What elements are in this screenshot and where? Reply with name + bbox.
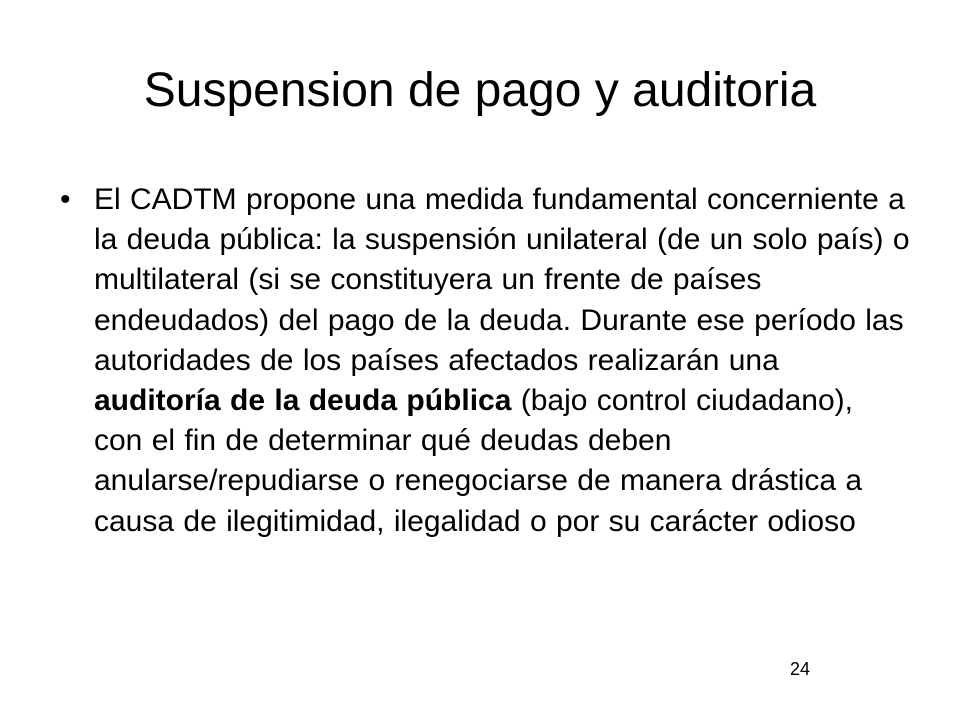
bullet-icon: •	[60, 183, 71, 216]
bullet-text-conclusion: (bajo control ciudadano), con el fin de determinar qué deudas deben anularse/repudiarse o renegociarse de manera drástica a causa de ilegitimidad, ilegalidad o por su carácter odioso	[94, 384, 863, 538]
bullet-text-intro: El CADTM propone una medida fundamental concerniente a la deuda pública: la suspensión unilateral (de un solo país) o multilateral (si se constituyera un frente de países endeudados) del pago de la deuda. Durante ese período las autoridades de los países afectados realizarán una	[94, 183, 910, 377]
slide-title: Suspension de pago y auditoria	[143, 64, 817, 117]
page-number: 24	[789, 659, 811, 679]
bullet-item	[60, 180, 910, 542]
slide-body	[60, 180, 910, 542]
bullet-text-highlight: auditoría de la deuda pública	[94, 384, 512, 418]
bullet-text	[94, 180, 910, 542]
